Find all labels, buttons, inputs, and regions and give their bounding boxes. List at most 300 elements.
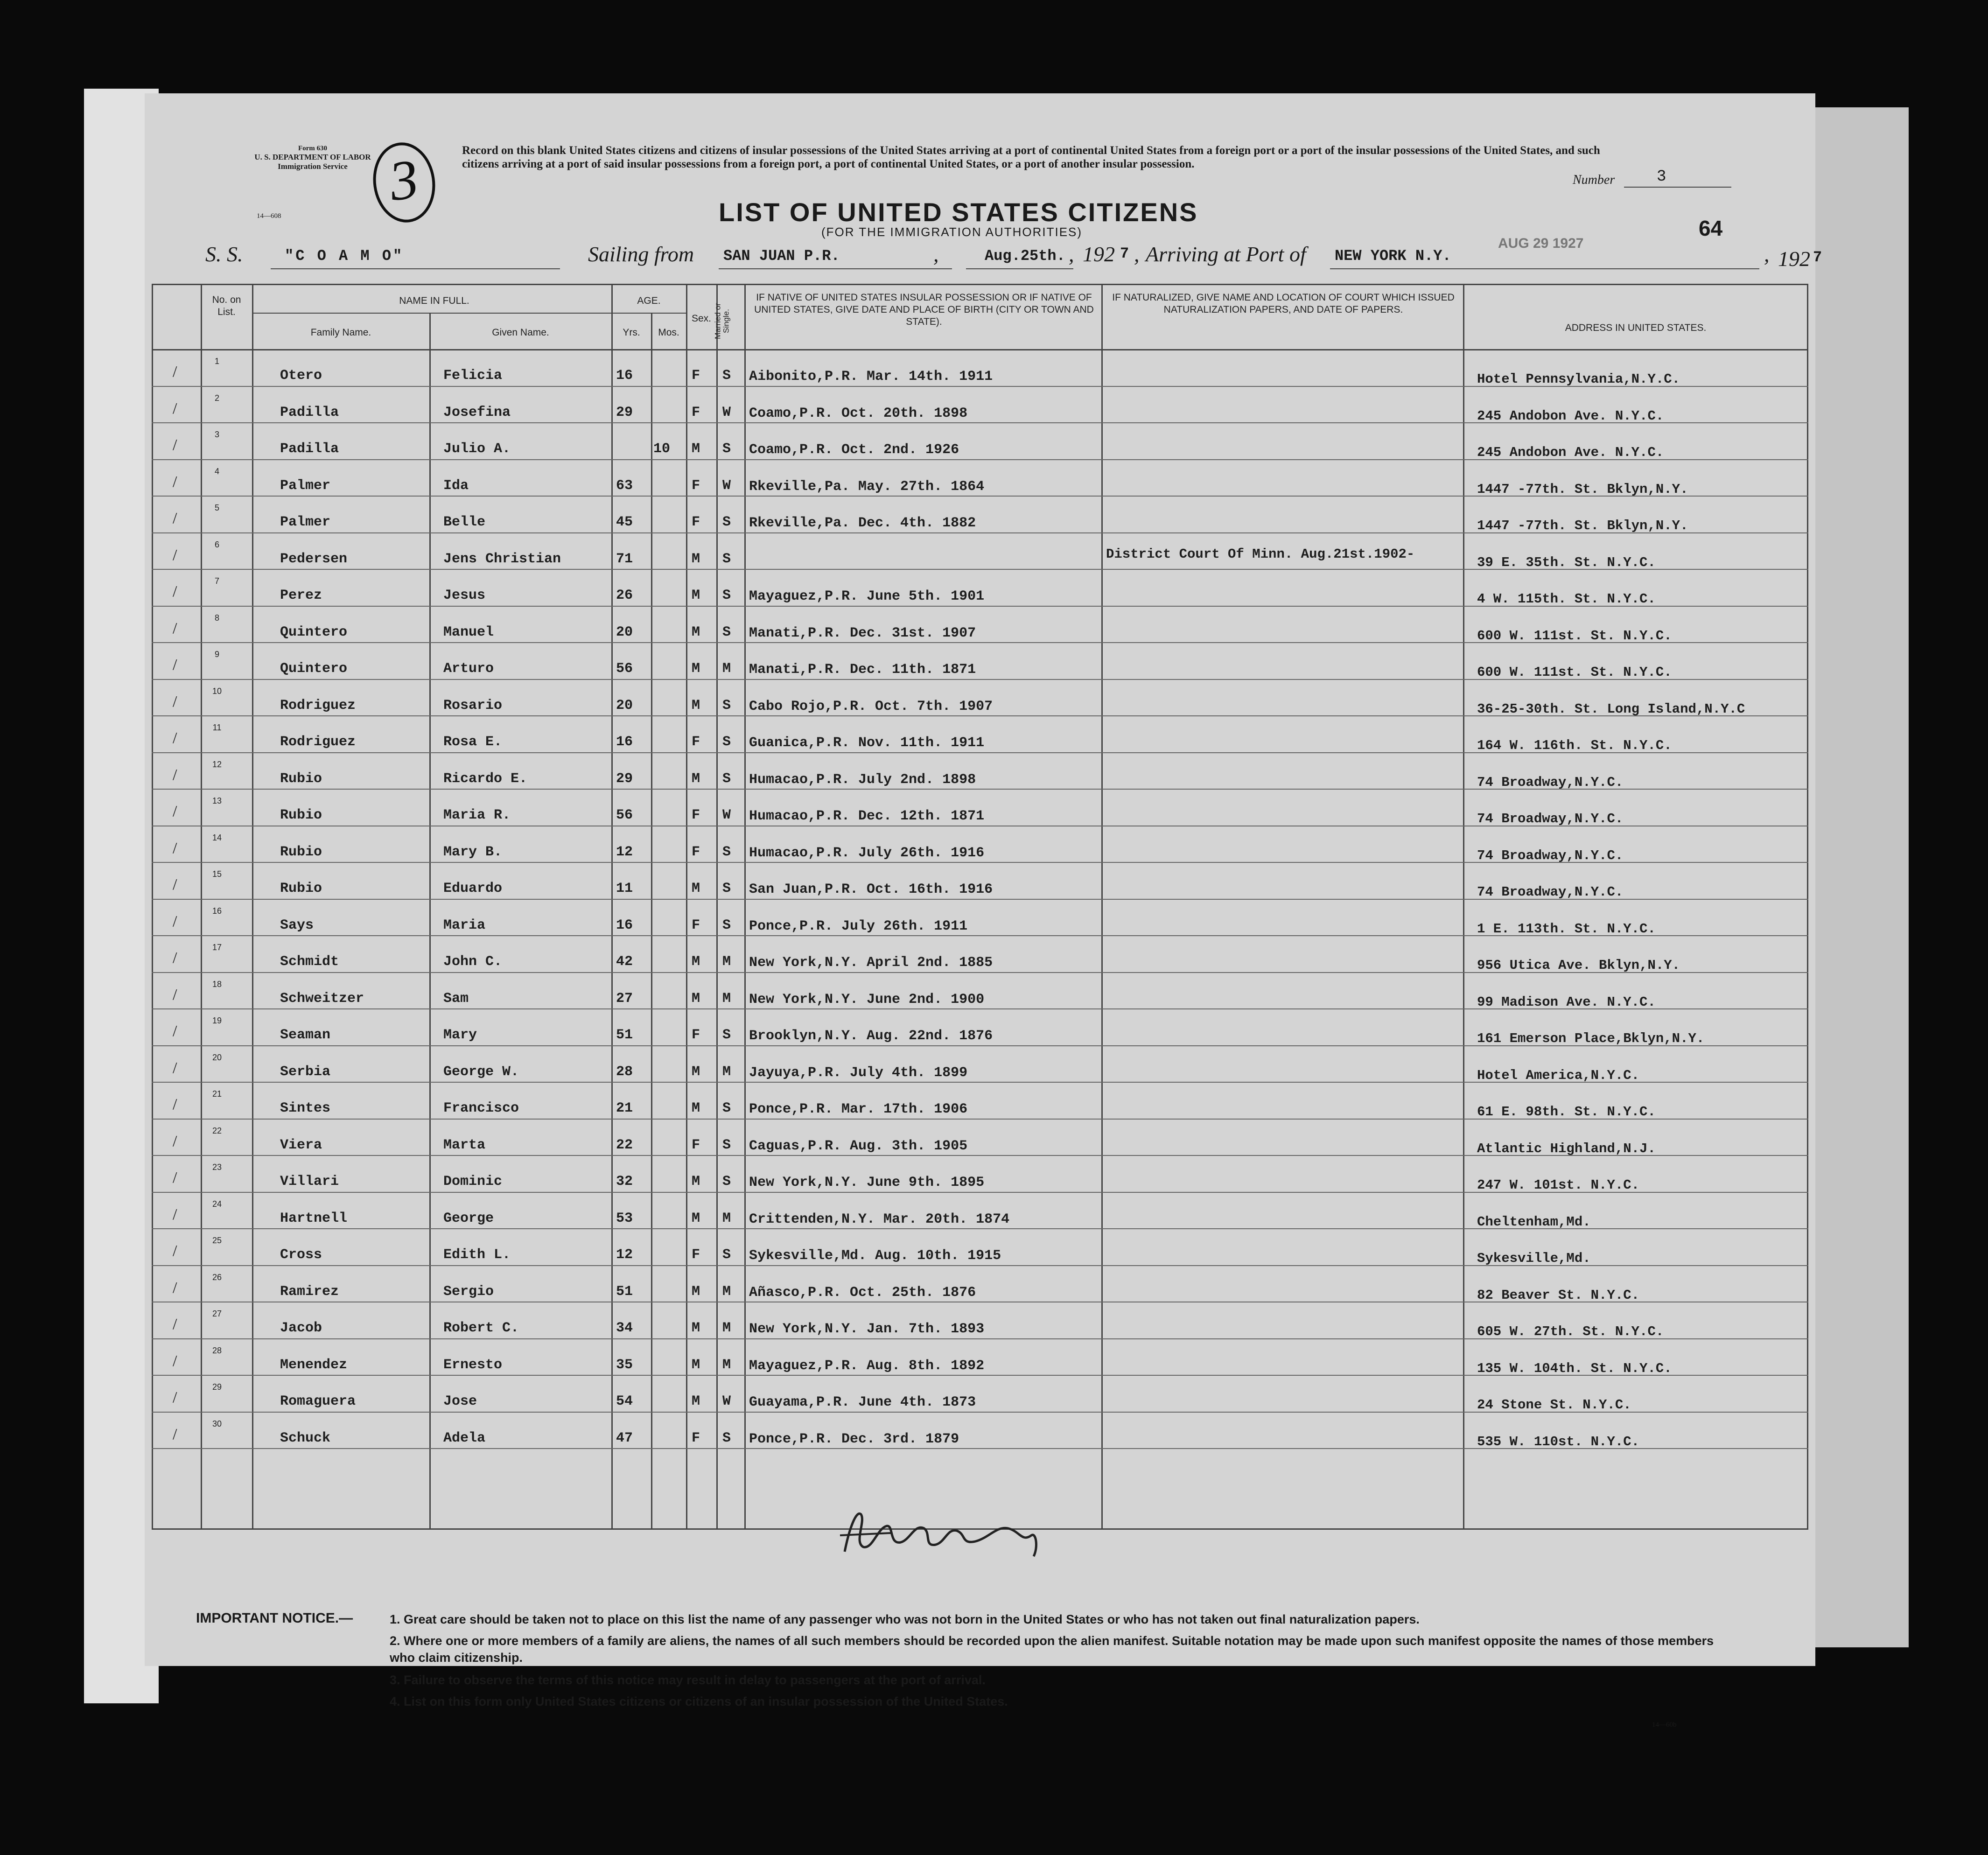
row-number: 11: [212, 723, 222, 732]
notice-heading: IMPORTANT NOTICE.—: [196, 1610, 353, 1626]
row-number: 30: [212, 1419, 222, 1428]
age-years: 12: [616, 1247, 633, 1263]
age-years: 16: [616, 917, 633, 933]
age-years: 51: [616, 1283, 633, 1300]
row-number: 26: [212, 1272, 222, 1282]
given-name: Dominic: [443, 1174, 503, 1190]
us-address: Hotel America,N.Y.C.: [1477, 1067, 1640, 1083]
sex: F: [692, 514, 700, 530]
check-mark: /: [173, 986, 177, 1003]
table-row: [145, 899, 1815, 936]
table-row: [145, 1302, 1815, 1338]
family-name: Palmer: [280, 514, 331, 530]
sex: M: [692, 1357, 700, 1373]
year-prefix: 192: [1083, 242, 1115, 266]
header-age: AGE.: [637, 295, 661, 306]
given-name: George W.: [443, 1064, 519, 1080]
row-number: 20: [212, 1052, 222, 1062]
sex: F: [692, 807, 700, 823]
given-name: Eduardo: [443, 881, 503, 896]
check-mark: /: [173, 766, 177, 784]
marital-status: S: [722, 844, 731, 860]
row-number: 6: [214, 539, 219, 549]
age-years: 20: [616, 624, 633, 640]
marital-status: S: [722, 514, 731, 530]
header-naturalized: IF NATURALIZED, GIVE NAME AND LOCATION OF COURT WHICH ISSUED NATURALIZATION PAPERS, AND DATE OF PAPERS.: [1112, 292, 1455, 315]
age-years: 29: [616, 770, 633, 787]
age-years: 63: [616, 477, 633, 494]
page-number: 64: [1699, 216, 1723, 240]
family-name: Cross: [280, 1247, 322, 1263]
sailing-underline: [719, 268, 952, 269]
sex: M: [692, 661, 700, 677]
age-years: 56: [616, 661, 633, 677]
table-row: [145, 1192, 1815, 1229]
family-name: Schuck: [280, 1430, 331, 1446]
birth-place-date: Brooklyn,N.Y. Aug. 22nd. 1876: [749, 1028, 993, 1044]
sex: M: [692, 1100, 700, 1116]
header-yrs: Yrs.: [623, 327, 640, 338]
us-address: 39 E. 35th. St. N.Y.C.: [1477, 554, 1656, 570]
age-years: 16: [616, 368, 633, 384]
row-number: 7: [214, 576, 219, 586]
family-name: Rubio: [280, 770, 322, 787]
check-mark: /: [173, 1022, 177, 1040]
check-mark: /: [173, 1425, 177, 1443]
age-years: 47: [616, 1430, 633, 1446]
sex: M: [692, 1064, 700, 1080]
sex: F: [692, 1430, 700, 1446]
check-mark: /: [173, 1316, 177, 1333]
family-name: Romaguera: [280, 1393, 356, 1409]
table-row: [145, 1082, 1815, 1119]
age-years: 20: [616, 697, 633, 714]
given-name: Maria: [443, 917, 486, 933]
comma-3: ,: [1134, 242, 1140, 266]
check-mark: /: [173, 839, 177, 857]
birth-place-date: New York,N.Y. June 9th. 1895: [749, 1175, 985, 1190]
row-number: 18: [212, 979, 222, 989]
table-row: [145, 606, 1815, 643]
header-mos: Mos.: [658, 327, 679, 338]
page-subtitle: (FOR THE IMMIGRATION AUTHORITIES): [821, 225, 1083, 239]
row-number: 25: [212, 1236, 222, 1245]
sex: M: [692, 1210, 700, 1226]
sailing-from: SAN JUAN P.R.: [723, 247, 840, 265]
port-underline: [1330, 268, 1759, 269]
given-name: Sergio: [443, 1283, 494, 1300]
service: Immigration Service: [278, 162, 348, 171]
sex: M: [692, 697, 700, 714]
arriving-label: Arriving at Port of: [1146, 242, 1306, 266]
age-years: 34: [616, 1320, 633, 1336]
table-row: [145, 1265, 1815, 1302]
sex: F: [692, 917, 700, 933]
department: U. S. DEPARTMENT OF LABOR: [254, 153, 371, 161]
us-address: 74 Broadway,N.Y.C.: [1477, 884, 1624, 900]
us-address: 24 Stone St. N.Y.C.: [1477, 1397, 1631, 1413]
age-years: 54: [616, 1393, 633, 1409]
sex: M: [692, 1283, 700, 1300]
birth-place-date: Coamo,P.R. Oct. 20th. 1898: [749, 405, 968, 421]
marital-status: S: [722, 734, 731, 750]
family-name: Sintes: [280, 1100, 331, 1116]
year-suffix: 7: [1120, 245, 1129, 262]
row-number: 3: [214, 430, 219, 439]
marital-status: S: [722, 1247, 731, 1263]
birth-place-date: Crittenden,N.Y. Mar. 20th. 1874: [749, 1211, 1010, 1227]
family-name: Quintero: [280, 661, 348, 677]
marital-status: S: [722, 368, 731, 384]
family-name: Menendez: [280, 1357, 348, 1373]
sex: M: [692, 1393, 700, 1409]
table-row: [145, 972, 1815, 1009]
us-address: 61 E. 98th. St. N.Y.C.: [1477, 1104, 1656, 1120]
birth-place-date: Humacao,P.R. July 2nd. 1898: [749, 771, 976, 788]
age-years: 53: [616, 1210, 633, 1226]
age-years: 29: [616, 404, 633, 420]
us-address: 82 Beaver St. N.Y.C.: [1477, 1287, 1640, 1303]
check-mark: /: [173, 473, 177, 490]
notice-item-4: 4. List on this form only United States citizens or citizens of an insular possession of the United States.: [390, 1694, 1008, 1708]
birth-place-date: Ponce,P.R. Dec. 3rd. 1879: [749, 1431, 959, 1447]
check-mark: /: [173, 363, 177, 380]
check-mark: /: [173, 1169, 177, 1186]
birth-place-date: Humacao,P.R. July 26th. 1916: [749, 845, 985, 861]
us-address: 4 W. 115th. St. N.Y.C.: [1477, 591, 1656, 607]
table-row: [145, 532, 1815, 569]
sex: M: [692, 990, 700, 1007]
sex: M: [692, 954, 700, 970]
birth-place-date: Mayaguez,P.R. Aug. 8th. 1892: [749, 1358, 985, 1374]
signature-scribble: [835, 1500, 1045, 1561]
row-number: 22: [212, 1126, 222, 1135]
number-label: Number: [1573, 173, 1615, 187]
table-row: [145, 715, 1815, 752]
number-value: 3: [1657, 168, 1666, 186]
age-years: 45: [616, 514, 633, 530]
given-name: Francisco: [443, 1100, 519, 1116]
marital-status: W: [722, 477, 731, 494]
family-name: Rodriguez: [280, 734, 356, 750]
family-name: Ramirez: [280, 1283, 339, 1300]
notice-item-3: 3. Failure to observe the terms of this notice may result in delay to passengers at the port of arrival.: [390, 1673, 986, 1687]
marital-status: W: [722, 1393, 731, 1409]
marital-status: S: [722, 1027, 731, 1043]
family-name: Serbia: [280, 1064, 331, 1080]
age-years: 12: [616, 844, 633, 860]
header-divider: [252, 313, 611, 314]
sex: F: [692, 1247, 700, 1263]
us-address: 1 E. 113th. St. N.Y.C.: [1477, 921, 1656, 937]
handwritten-list-number: 3: [368, 139, 441, 227]
marital-status: S: [722, 1430, 731, 1446]
age-years: 11: [616, 881, 633, 896]
family-name: Rubio: [280, 881, 322, 896]
given-name: Sam: [443, 990, 469, 1007]
age-years: 35: [616, 1357, 633, 1373]
family-name: Pedersen: [280, 551, 348, 567]
check-mark: /: [173, 1096, 177, 1113]
marital-status: S: [722, 770, 731, 787]
instructions: Record on this blank United States citizens and citizens of insular possessions of the United States arriving at a port of continental United States from a foreign port or a port of the insular possessions of the United States, and such citizens arriving at a port of said insular possessions from a foreign port, a port of continental United States, or a port of another insular possession.: [462, 144, 1600, 170]
check-mark: /: [173, 912, 177, 930]
table-row: [145, 459, 1815, 496]
row-number: 17: [212, 943, 222, 952]
us-address: 36-25-30th. St. Long Island,N.Y.C: [1477, 701, 1745, 717]
sex: M: [692, 588, 700, 603]
table-row: [145, 789, 1815, 826]
number-underline: [1624, 187, 1731, 188]
check-mark: /: [173, 1132, 177, 1150]
comma-4: ,: [1764, 242, 1770, 266]
given-name: Belle: [443, 514, 486, 530]
marital-status: M: [722, 990, 731, 1007]
given-name: Rosario: [443, 697, 503, 714]
header-birth: IF NATIVE OF UNITED STATES INSULAR POSSESSION OR IF NATIVE OF UNITED STATES, GIVE DATE AND PLACE OF BIRTH (CITY OR TOWN AND STATE).: [754, 292, 1094, 327]
us-address: 1447 -77th. St. Bklyn,N.Y.: [1477, 481, 1688, 497]
table-row: [145, 349, 1815, 386]
row-number: 10: [212, 686, 222, 696]
given-name: Maria R.: [443, 807, 511, 823]
birth-place-date: Cabo Rojo,P.R. Oct. 7th. 1907: [749, 698, 993, 714]
row-number: 23: [212, 1162, 222, 1172]
us-address: 247 W. 101st. N.Y.C.: [1477, 1177, 1640, 1193]
table-row: [145, 1119, 1815, 1155]
form-code: 14—608: [257, 212, 281, 220]
sex: M: [692, 551, 700, 567]
us-address: 1447 -77th. St. Bklyn,N.Y.: [1477, 518, 1688, 533]
check-mark: /: [173, 803, 177, 820]
age-years: 26: [616, 588, 633, 603]
age-years: 22: [616, 1137, 633, 1153]
row-number: 4: [214, 466, 219, 476]
us-address: Cheltenham,Md.: [1477, 1214, 1591, 1230]
birth-place-date: New York,N.Y. April 2nd. 1885: [749, 955, 993, 971]
us-address: 600 W. 111st. St. N.Y.C.: [1477, 628, 1672, 644]
check-mark: /: [173, 876, 177, 893]
notice-item-2: 2. Where one or more members of a family are aliens, the names of all such members should be recorded upon the alien manifest. Suitable notation may be made upon such manifest opposite the names of those members who claim citizenship.: [390, 1634, 1714, 1665]
family-name: Schmidt: [280, 954, 339, 970]
row-number: 12: [212, 759, 222, 769]
row-number: 5: [214, 503, 219, 512]
marital-status: W: [722, 807, 731, 823]
age-years: 32: [616, 1174, 633, 1190]
marital-status: S: [722, 881, 731, 896]
table-row: [145, 1375, 1815, 1412]
given-name: Edith L.: [443, 1247, 511, 1263]
birth-place-date: Humacao,P.R. Dec. 12th. 1871: [749, 808, 985, 824]
date-stamp: AUG 29 1927: [1498, 236, 1584, 251]
marital-status: S: [722, 624, 731, 640]
check-mark: /: [173, 619, 177, 637]
given-name: Ricardo E.: [443, 770, 528, 787]
table-row: [145, 1228, 1815, 1265]
notice-item-1: 1. Great care should be taken not to place on this list the name of any passenger who was not born in the United States or who has not taken out final naturalization papers.: [390, 1612, 1420, 1626]
family-name: Otero: [280, 368, 322, 384]
given-name: Felicia: [443, 368, 503, 384]
row-number: 24: [212, 1199, 222, 1209]
age-months: 10: [653, 441, 671, 457]
birth-place-date: New York,N.Y. Jan. 7th. 1893: [749, 1321, 985, 1337]
row-number: 29: [212, 1382, 222, 1392]
sex: F: [692, 1027, 700, 1043]
family-name: Rodriguez: [280, 697, 356, 714]
given-name: George: [443, 1210, 494, 1226]
sex: M: [692, 1320, 700, 1336]
form-number: Form 630: [298, 145, 328, 152]
age-years: 42: [616, 954, 633, 970]
table-row: [145, 862, 1815, 899]
marital-status: M: [722, 1210, 731, 1226]
check-mark: /: [173, 1059, 177, 1077]
row-number: 14: [212, 833, 222, 842]
us-address: 605 W. 27th. St. N.Y.C.: [1477, 1324, 1664, 1339]
marital-status: S: [722, 917, 731, 933]
check-mark: /: [173, 1389, 177, 1406]
row-number: 27: [212, 1309, 222, 1318]
given-name: Ida: [443, 477, 469, 494]
age-years: 27: [616, 990, 633, 1007]
us-address: 135 W. 104th. St. N.Y.C.: [1477, 1360, 1672, 1376]
marital-status: S: [722, 441, 731, 457]
table-row: [145, 679, 1815, 716]
check-mark: /: [173, 949, 177, 966]
table-row: [145, 752, 1815, 789]
comma: ,: [933, 242, 939, 266]
age-years: 56: [616, 807, 633, 823]
back-sheet-right: [1806, 107, 1909, 1647]
family-name: Says: [280, 917, 314, 933]
age-years: 28: [616, 1064, 633, 1080]
us-address: 600 W. 111st. St. N.Y.C.: [1477, 665, 1672, 680]
sex: M: [692, 624, 700, 640]
family-name: Viera: [280, 1137, 322, 1153]
manifest-page: [145, 93, 1822, 1729]
birth-place-date: Jayuya,P.R. July 4th. 1899: [749, 1064, 968, 1081]
row-number: 15: [212, 869, 222, 879]
birth-place-date: Mayaguez,P.R. June 5th. 1901: [749, 588, 985, 604]
sex: F: [692, 734, 700, 750]
birth-place-date: Rkeville,Pa. May. 27th. 1864: [749, 478, 985, 495]
table-row: [145, 496, 1815, 532]
us-address: 74 Broadway,N.Y.C.: [1477, 847, 1624, 863]
header-sex: Sex.: [691, 313, 712, 324]
sex: F: [692, 477, 700, 494]
header-address: ADDRESS IN UNITED STATES.: [1565, 322, 1707, 333]
us-address: 74 Broadway,N.Y.C.: [1477, 774, 1624, 790]
given-name: Josefina: [443, 404, 511, 420]
family-name: Quintero: [280, 624, 348, 640]
row-number: 21: [212, 1089, 222, 1099]
given-name: Jens Christian: [443, 551, 561, 567]
sex: F: [692, 1137, 700, 1153]
birth-place-date: Manati,P.R. Dec. 11th. 1871: [749, 662, 976, 678]
birth-place-date: Aibonito,P.R. Mar. 14th. 1911: [749, 369, 993, 385]
given-name: Adela: [443, 1430, 486, 1446]
family-name: Perez: [280, 588, 322, 603]
row-number: 19: [212, 1016, 222, 1025]
given-name: Manuel: [443, 624, 494, 640]
family-name: Hartnell: [280, 1210, 348, 1226]
header-family-name: Family Name.: [310, 327, 371, 338]
us-address: 956 Utica Ave. Bklyn,N.Y.: [1477, 958, 1680, 973]
header-divider: [611, 313, 686, 314]
sex: M: [692, 770, 700, 787]
check-mark: /: [173, 1242, 177, 1260]
given-name: Julio A.: [443, 441, 511, 457]
us-address: 535 W. 110st. N.Y.C.: [1477, 1434, 1640, 1449]
given-name: John C.: [443, 954, 503, 970]
birth-place-date: Guanica,P.R. Nov. 11th. 1911: [749, 735, 985, 751]
birth-place-date: Guayama,P.R. June 4th. 1873: [749, 1394, 976, 1410]
birth-place-date: Ponce,P.R. July 26th. 1911: [749, 918, 968, 934]
sailing-label: Sailing from: [588, 242, 694, 266]
table-row: [145, 1045, 1815, 1082]
table-row: [145, 422, 1815, 459]
check-mark: /: [173, 399, 177, 417]
marital-status: M: [722, 1320, 731, 1336]
age-years: 51: [616, 1027, 633, 1043]
row-number: 2: [214, 393, 219, 403]
row-number: 13: [212, 796, 222, 805]
row-number: 28: [212, 1345, 222, 1355]
birth-place-date: San Juan,P.R. Oct. 16th. 1916: [749, 882, 993, 897]
birth-place-date: Coamo,P.R. Oct. 2nd. 1926: [749, 442, 959, 458]
check-mark: /: [173, 729, 177, 747]
table-row: [145, 1338, 1815, 1375]
age-years: 16: [616, 734, 633, 750]
given-name: Marta: [443, 1137, 486, 1153]
family-name: Jacob: [280, 1320, 322, 1336]
given-name: Jesus: [443, 588, 486, 603]
us-address: 245 Andobon Ave. N.Y.C.: [1477, 445, 1664, 460]
comma-2: ,: [1069, 242, 1074, 266]
family-name: Seaman: [280, 1027, 331, 1043]
us-address: 161 Emerson Place,Bklyn,N.Y.: [1477, 1031, 1705, 1046]
signature: [835, 1500, 1045, 1561]
birth-place-date: Añasco,P.R. Oct. 25th. 1876: [749, 1284, 976, 1301]
given-name: Mary B.: [443, 844, 503, 860]
sex: M: [692, 441, 700, 457]
check-mark: /: [173, 1352, 177, 1370]
check-mark: /: [173, 546, 177, 564]
family-name: Villari: [280, 1174, 339, 1190]
given-name: Robert C.: [443, 1320, 519, 1336]
ss-label: S. S.: [205, 242, 243, 266]
given-name: Arturo: [443, 661, 494, 677]
us-address: 164 W. 116th. St. N.Y.C.: [1477, 738, 1672, 753]
header-married: Married or Single.: [713, 303, 731, 339]
given-name: Rosa E.: [443, 734, 503, 750]
birth-place-date: Rkeville,Pa. Dec. 4th. 1882: [749, 515, 976, 531]
age-years: 71: [616, 551, 633, 567]
family-name: Rubio: [280, 844, 322, 860]
check-mark: /: [173, 1279, 177, 1296]
sex: F: [692, 404, 700, 420]
marital-status: S: [722, 1137, 731, 1153]
row-number: 16: [212, 906, 222, 916]
check-mark: /: [173, 510, 177, 527]
table-row: [145, 386, 1815, 423]
family-name: Schweitzer: [280, 990, 364, 1007]
table-row: [145, 1412, 1815, 1449]
birth-place-date: Ponce,P.R. Mar. 17th. 1906: [749, 1101, 968, 1117]
ship-name: "C O A M O": [285, 247, 404, 265]
year-prefix-2: 192: [1778, 247, 1810, 271]
birth-place-date: Sykesville,Md. Aug. 10th. 1915: [749, 1248, 1001, 1264]
given-name: Jose: [443, 1393, 477, 1409]
